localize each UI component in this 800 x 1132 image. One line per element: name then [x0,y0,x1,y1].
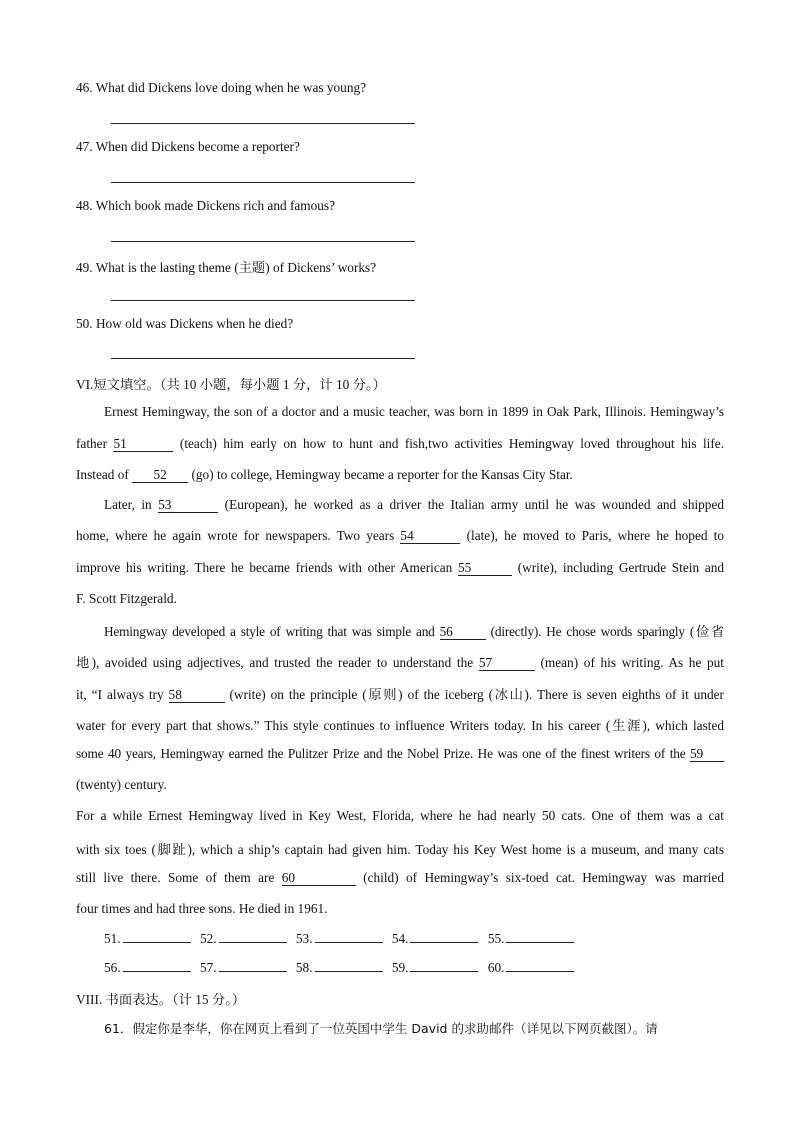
passage-line: it, “I always try 58 (write) on the principle (原则) of the iceberg (冰山). There is seven eighths of it under [76,687,724,702]
answer-cell: 56. [104,960,191,976]
answer-blank[interactable] [410,942,478,943]
answer-cell: 58. [296,960,383,976]
answer-blank[interactable] [123,971,191,972]
blank-58[interactable]: 58 [169,688,225,703]
question-number: 47. [76,139,93,154]
answer-blank[interactable] [410,971,478,972]
answer-cell: 54. [392,931,479,947]
question-text: How old was Dickens when he died? [95,316,294,331]
question-text: What did Dickens love doing when he was young? [95,80,367,95]
question-number: 48. [76,198,93,213]
answer-blank[interactable] [315,971,383,972]
question-text: Which book made Dickens rich and famous? [95,198,335,213]
question-49 [76,257,376,276]
section-vi-title: VI.短文填空。（共 10 小题，每小题 1 分，计 10 分。） [76,377,386,392]
passage-line: 地), avoided using adjectives, and trusted the reader to understand the 57 (mean) of his writing. As he put [76,655,725,670]
passage-line: four times and had three sons. He died in 1961. [76,901,328,916]
passage-line: (twenty) century. [76,777,167,792]
passage-line: with six toes (脚趾), which a ship’s captain had given him. Today his Key West home is a museum, and many cats [76,842,724,857]
passage-line: F. Scott Fitzgerald. [76,591,177,606]
answer-line-47[interactable] [111,182,415,183]
blank-53[interactable]: 53 [158,498,218,513]
passage-line: some 40 years, Hemingway earned the Pulitzer Prize and the Nobel Prize. He was one of the finest writers of the 59 [76,746,724,762]
question-61: 61．假定你是李华，你在网页上看到了一位英国中学生 David 的求助邮件（详见以下网页截图）。请 [104,1021,658,1036]
question-number: 50. [76,316,93,331]
section-viii-title: VIII. 书面表达。（计 15 分。） [76,992,246,1007]
question-50 [76,316,293,332]
answer-cell: 60. [488,960,575,976]
passage-line: water for every part that shows.” This style continues to influence Writers today. In his career (生涯), which lasted [76,718,724,733]
passage-line: Later, in 53 (European), he worked as a driver the Italian army until he was wounded and shipped [104,497,725,512]
answer-blank[interactable] [506,942,574,943]
answer-blank[interactable] [315,942,383,943]
answer-cell: 57. [200,960,287,976]
question-48 [76,198,335,214]
question-text: What is the lasting theme (主题) of Dickens’ works? [95,260,377,275]
blank-59[interactable]: 59 [690,747,724,762]
answer-cell: 51. [104,931,191,947]
answer-row-2 [104,960,580,976]
answer-row-1 [104,931,580,947]
passage-line: improve his writing. There he became friends with other American 55 (write), including Gertrude Stein and [76,560,725,575]
question-number: 49. [76,260,93,275]
passage-line: For a while Ernest Hemingway lived in Key West, Florida, where he had nearly 50 cats. One of them was a cat [76,808,724,823]
blank-60[interactable]: 60 [282,871,356,886]
question-text: When did Dickens become a reporter? [95,139,300,154]
blank-56[interactable]: 56 [440,625,486,640]
blank-51[interactable]: 51 [113,437,173,452]
answer-cell: 53. [296,931,383,947]
blank-55[interactable]: 55 [458,561,512,576]
answer-blank[interactable] [219,942,287,943]
passage-line: Instead of 52 (go) to college, Hemingway became a reporter for the Kansas City Star. [76,467,573,482]
passage-line: still live there. Some of them are 60 (child) of Hemingway’s six-toed cat. Hemingway was married [76,870,725,885]
passage-line: Ernest Hemingway, the son of a doctor and a music teacher, was born in 1899 in Oak Park, Illinois. Hemingway’s [104,404,724,419]
answer-cell: 59. [392,960,479,976]
passage-line: father 51 (teach) him early on how to hunt and fish,two activities Hemingway loved throughout his life. [76,436,725,451]
answer-blank[interactable] [123,942,191,943]
question-number: 46. [76,80,93,95]
answer-line-50[interactable] [111,358,415,359]
question-46 [76,80,366,96]
answer-line-48[interactable] [111,241,415,242]
answer-line-46[interactable] [111,123,415,124]
passage-line: home, where he again wrote for newspapers. Two years 54 (late), he moved to Paris, where he hoped to [76,528,724,543]
blank-54[interactable]: 54 [400,529,460,544]
answer-cell: 52. [200,931,287,947]
answer-cell: 55. [488,931,575,947]
passage-line: Hemingway developed a style of writing that was simple and 56 (directly). He chose words sparingly (俭省 [104,624,725,639]
answer-line-49[interactable] [111,300,415,301]
blank-57[interactable]: 57 [479,656,535,671]
answer-blank[interactable] [219,971,287,972]
answer-blank[interactable] [506,971,574,972]
question-47 [76,139,300,155]
blank-52[interactable]: 52 [132,468,188,483]
